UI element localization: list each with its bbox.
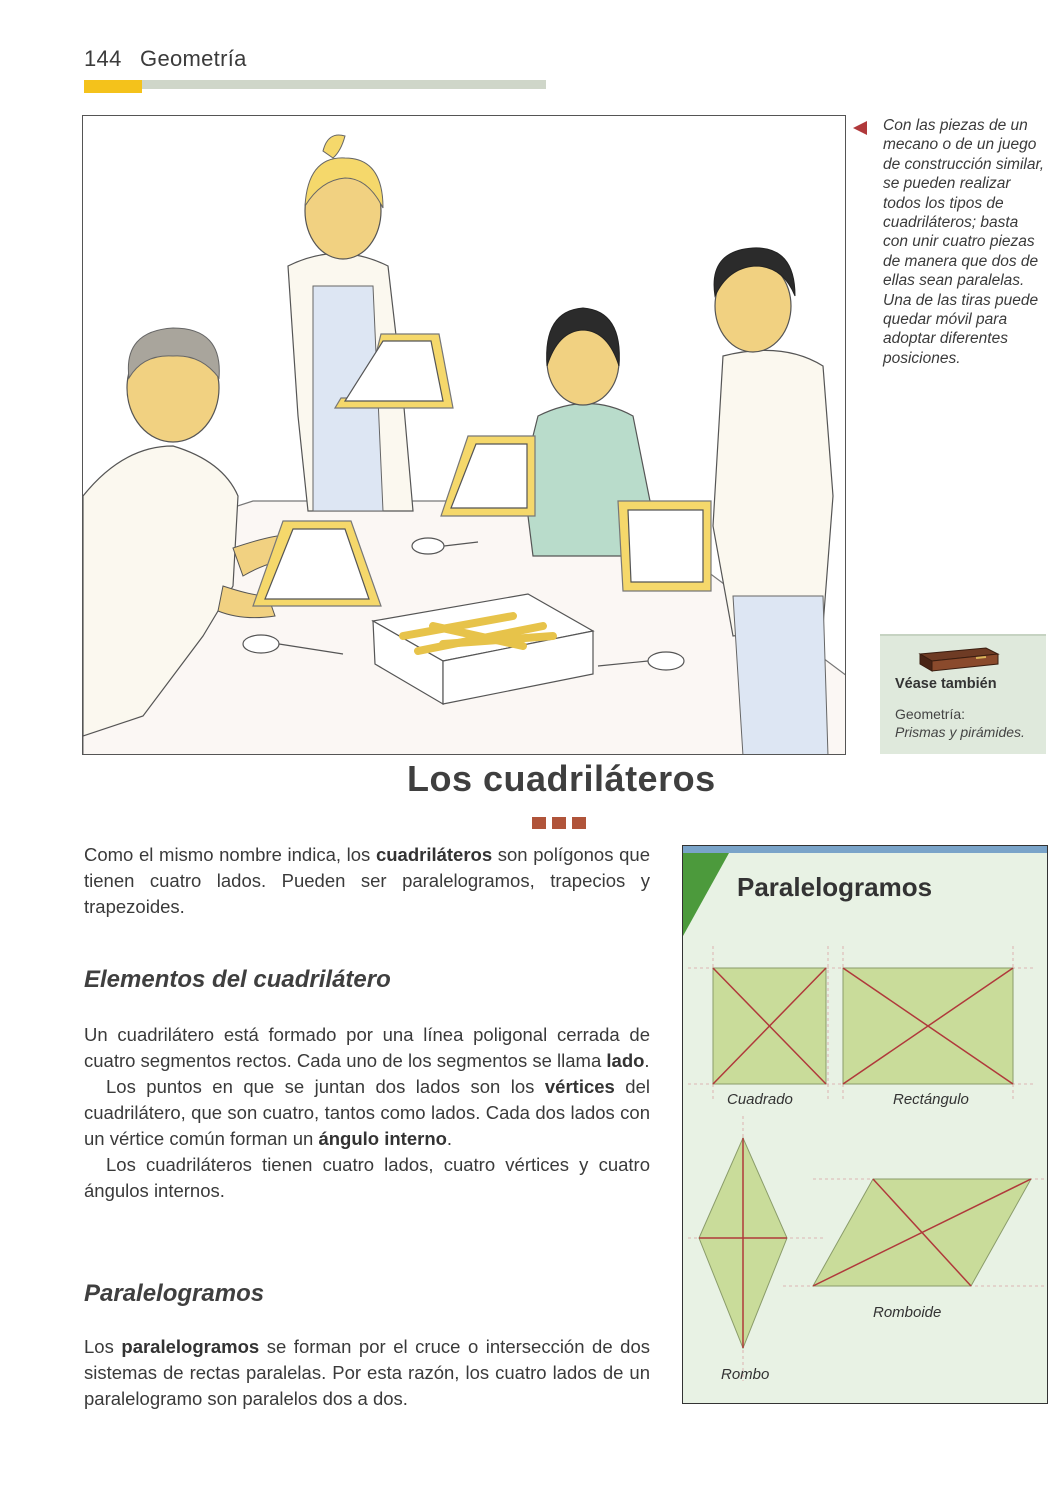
label-rombo: Rombo bbox=[721, 1366, 770, 1383]
see-also-box bbox=[880, 634, 1046, 754]
header-rule-accent bbox=[84, 80, 142, 93]
term-lado: lado bbox=[606, 1050, 645, 1071]
term-angulo-interno: ángulo interno bbox=[318, 1128, 447, 1149]
see-also-topic: Geometría: bbox=[895, 706, 966, 722]
paragraph: Un cuadrilátero está formado por una línea poligonal cerrada de cuatro segmentos rectos. Cada uno de los segmentos se llama lado. bbox=[84, 1024, 650, 1071]
illustration-children-building-quadrilaterals bbox=[82, 115, 846, 755]
intro-paragraph: Como el mismo nombre indica, los cuadriláteros son polígonos que tienen cuatro lados. Pueden ser paralelogramos, trapecios y trapezoides. bbox=[84, 844, 650, 917]
illustration-caption bbox=[857, 116, 1047, 368]
paragraph: Los puntos en que se juntan dos lados son los vértices del cuadrilátero, que son cuatro, tantos como lados. Cada dos lados con un vértice común forman un ángulo interno. bbox=[84, 1076, 650, 1149]
label-rectangulo: Rectángulo bbox=[893, 1091, 969, 1108]
book-icon bbox=[916, 644, 1002, 674]
page-header bbox=[84, 46, 247, 72]
panel-title: Paralelogramos bbox=[737, 872, 933, 902]
header-rule bbox=[84, 80, 546, 89]
page-title: Los cuadriláteros bbox=[407, 758, 716, 799]
rectangle-shape bbox=[843, 968, 1013, 1084]
see-also-subtopic: Prismas y pirámides. bbox=[895, 724, 1025, 740]
square-shape bbox=[713, 968, 826, 1084]
term-paralelogramos: paralelogramos bbox=[121, 1336, 260, 1357]
see-also-label: Véase también bbox=[895, 676, 997, 692]
section-heading-elementos: Elementos del cuadrilátero bbox=[84, 966, 391, 993]
page-number: 144 bbox=[84, 46, 122, 71]
rhomboid-shape bbox=[813, 1179, 1031, 1286]
section-elementos-body bbox=[84, 1022, 650, 1204]
rhombus-shape bbox=[699, 1138, 787, 1348]
term-cuadrilateros: cuadriláteros bbox=[375, 844, 493, 865]
title-decoration bbox=[532, 816, 592, 834]
caption-text: Con las piezas de un mecano o de un juego de construcción similar, se pueden realizar todos los tipos de cuadriláteros; basta con unir cuatro piezas de manera que dos de ellas sean paralelas. Una de las tiras puede quedar móvil para adoptar diferentes posiciones. bbox=[883, 117, 1045, 367]
caption-arrow-icon bbox=[853, 121, 867, 135]
section-paralelogramos-body: Los paralelogramos se forman por el cruce o intersección de dos sistemas de rectas paralelas. Por esta razón, los cuatro lados de un paralelogramo son paralelos dos a dos. bbox=[84, 1336, 651, 1409]
term-vertices: vértices bbox=[544, 1076, 615, 1097]
label-romboide: Romboide bbox=[873, 1304, 942, 1321]
section-title: Geometría bbox=[140, 46, 247, 71]
section-heading-paralelogramos: Paralelogramos bbox=[84, 1280, 265, 1307]
paragraph: Los cuadriláteros tienen cuatro lados, cuatro vértices y cuatro ángulos internos. bbox=[84, 1154, 650, 1201]
parallelograms-panel bbox=[682, 845, 1048, 1404]
label-cuadrado: Cuadrado bbox=[727, 1091, 793, 1108]
